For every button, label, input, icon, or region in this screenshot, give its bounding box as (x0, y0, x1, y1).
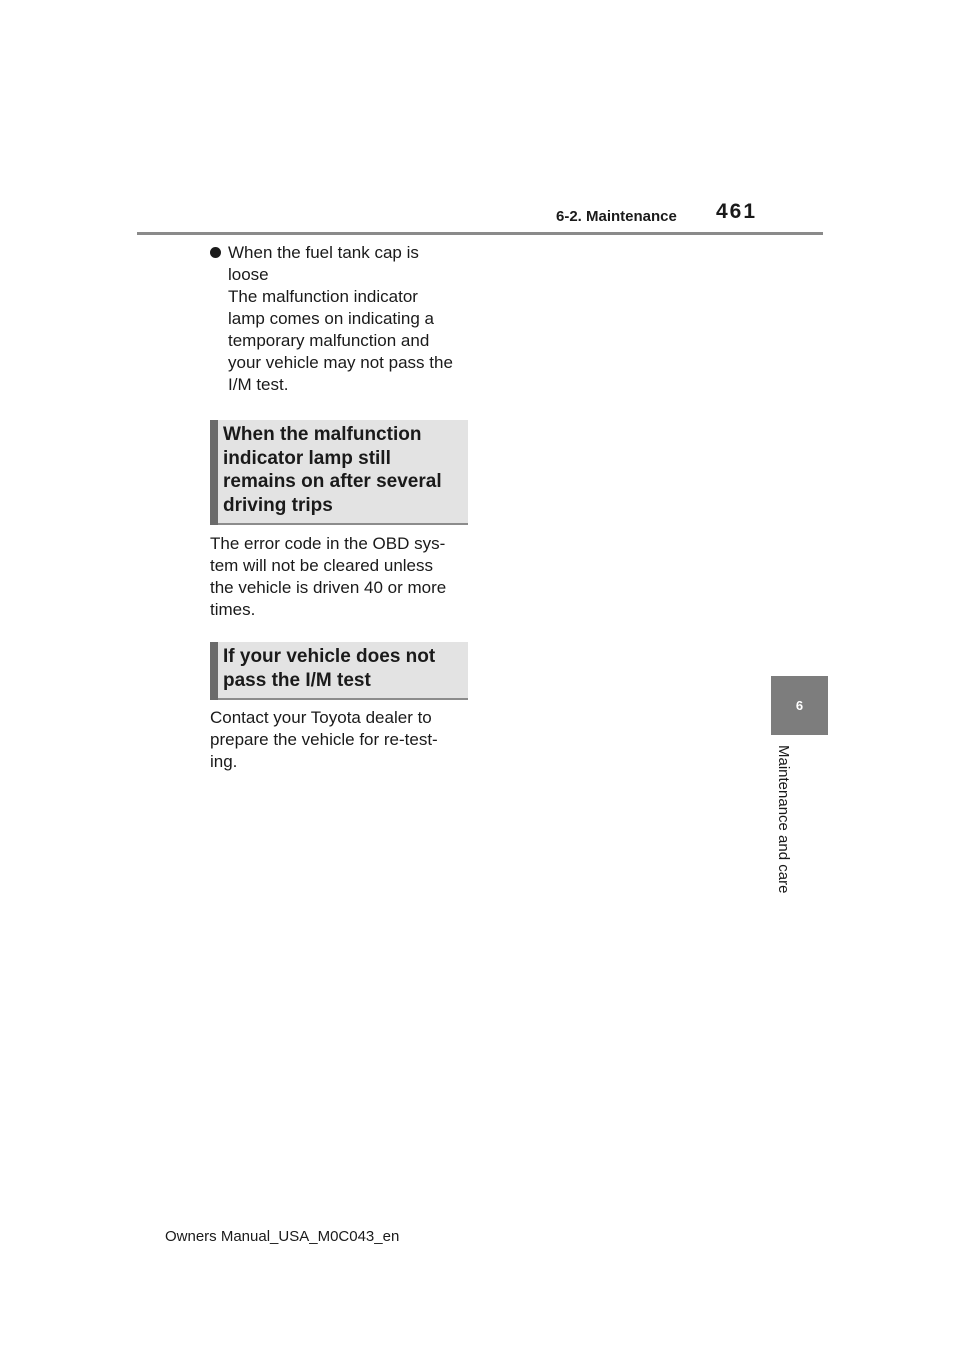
section-paragraph (210, 533, 470, 621)
paragraph-line: tem will not be cleared unless (210, 556, 434, 575)
heading-accent-bar (210, 642, 218, 700)
heading-line: If your vehicle does not (223, 646, 436, 667)
section-title: 6-2. Maintenance (556, 208, 677, 225)
header-rule (137, 232, 823, 235)
paragraph-line: ing. (210, 752, 238, 771)
chapter-title: Maintenance and care (775, 745, 792, 894)
chapter-number: 6 (795, 698, 804, 713)
heading-line: driving trips (223, 494, 333, 516)
heading-accent-bar (210, 420, 218, 525)
bullet-line: loose (228, 265, 269, 284)
page-number: 461 (716, 200, 758, 223)
bullet-line: lamp comes on indicating a (228, 309, 435, 328)
bullet-line: your vehicle may not pass the (228, 353, 453, 372)
bullet-line: temporary malfunction and (228, 331, 430, 350)
heading-line: indicator lamp still (223, 447, 391, 469)
paragraph-line: The error code in the OBD sys- (210, 534, 446, 553)
chapter-tab (771, 676, 828, 735)
content-column (210, 242, 470, 773)
section-heading (210, 420, 468, 525)
heading-line: remains on after several (223, 471, 442, 492)
footer-document-id: Owners Manual_USA_M0C043_en (165, 1228, 400, 1245)
heading-line: pass the I/M test (223, 669, 371, 691)
paragraph-line: the vehicle is driven 40 or more (210, 578, 447, 597)
paragraph-line: Contact your Toyota dealer to (210, 708, 432, 727)
bullet-line: I/M test. (228, 375, 289, 394)
bullet-item (210, 242, 470, 396)
paragraph-line: times. (210, 600, 256, 619)
section-paragraph (210, 707, 470, 773)
paragraph-line: prepare the vehicle for re-test- (210, 730, 438, 749)
bullet-line: When the fuel tank cap is (228, 243, 419, 262)
heading-line: When the malfunction (223, 424, 422, 445)
bullet-icon (210, 247, 221, 258)
bullet-line: The malfunction indicator (228, 287, 418, 306)
section-heading (210, 642, 468, 700)
